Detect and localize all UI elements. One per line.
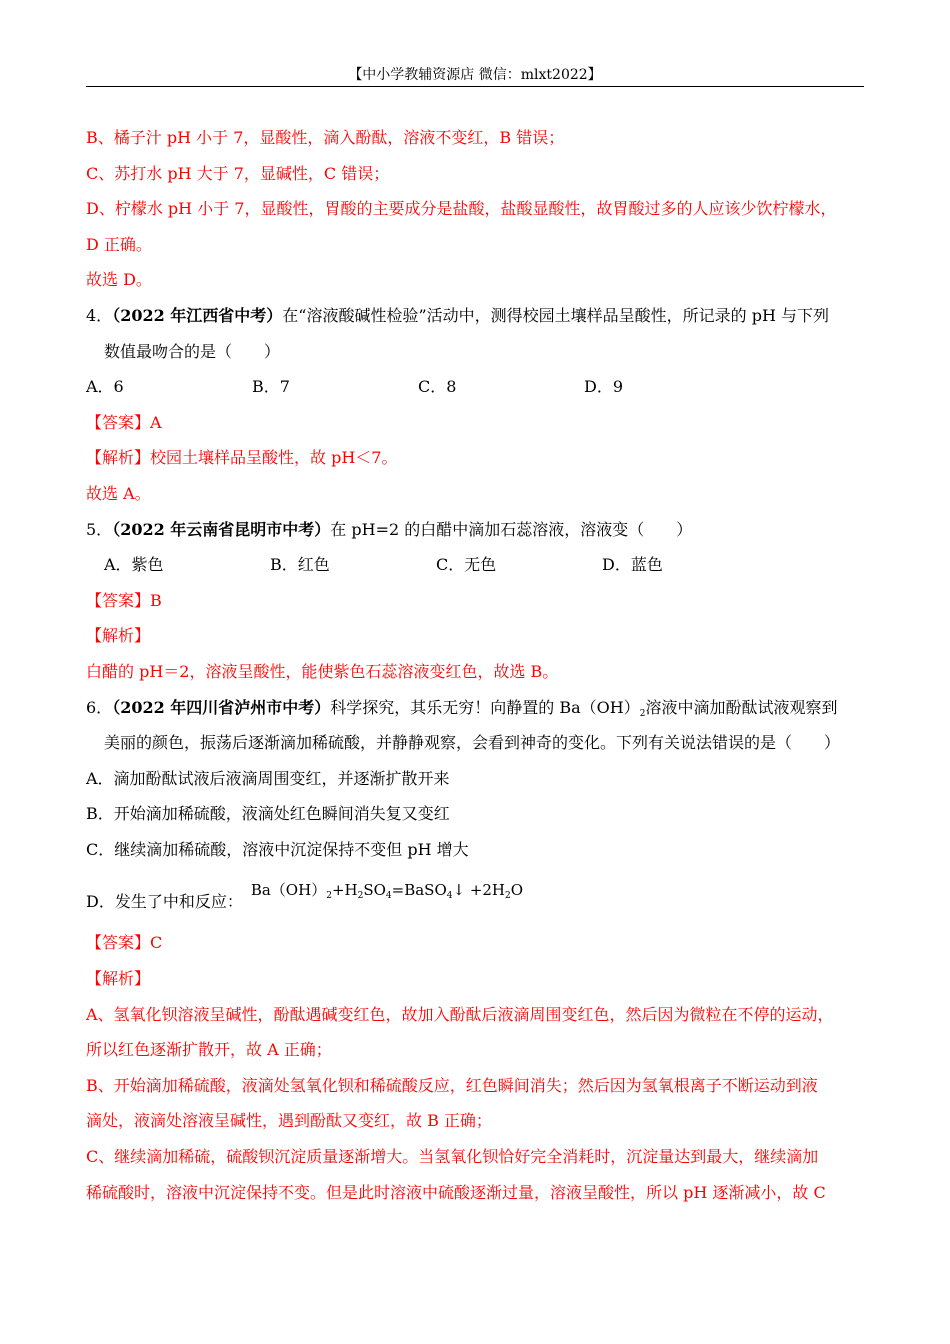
question-text: 在“溶液酸碱性检验”活动中，测得校园土壤样品呈酸性，所记录的 pH 与下列 bbox=[282, 305, 830, 325]
question-5-stem bbox=[86, 512, 864, 548]
analysis-conclusion: 故选 D。 bbox=[86, 270, 152, 290]
document-body bbox=[86, 120, 864, 1210]
analysis-a-line-1: A、氢氧化钡溶液呈碱性，酚酞遇碱变红色，故加入酚酞后液滴周围变红色，然后因为微粒在不停的运动， bbox=[86, 1004, 834, 1024]
subscript: 2 bbox=[639, 708, 646, 719]
question-source: （2022 年云南省昆明市中考） bbox=[112, 519, 331, 539]
analysis-line-d-cont: D 正确。 bbox=[86, 234, 152, 254]
eq-part: ↓ +2H bbox=[452, 881, 506, 900]
analysis-a-line-2: 所以红色逐渐扩散开，故 A 正确； bbox=[86, 1040, 332, 1060]
question-5-analysis-label: 【解析】 bbox=[86, 626, 151, 646]
option-c: C．无色 bbox=[436, 555, 497, 575]
analysis-line-d: D、柠檬水 pH 小于 7，显酸性，胃酸的主要成分是盐酸，盐酸显酸性，故胃酸过多的人应该少饮柠檬水， bbox=[86, 199, 837, 219]
question-6-option-a: A．滴加酚酞试液后液滴周围变红，并逐渐扩散开来 bbox=[86, 768, 450, 788]
question-text: 在 pH=2 的白醋中滴加石蕊溶液，溶液变（ ） bbox=[330, 519, 693, 539]
analysis-c-line-2: 稀硫酸时，溶液中沉淀保持不变。但是此时溶液中硫酸逐渐过量，溶液呈酸性，所以 pH 逐渐减小，故 C bbox=[86, 1182, 826, 1202]
analysis-b-line-1: B、开始滴加稀硫酸，液滴处氢氧化钡和稀硫酸反应，红色瞬间消失；然后因为氢氧根离子不断运动到液 bbox=[86, 1075, 818, 1095]
question-number: 6． bbox=[86, 697, 113, 717]
analysis-line-c: C、苏打水 pH 大于 7，显碱性，C 错误； bbox=[86, 163, 390, 183]
question-5-options bbox=[86, 547, 864, 583]
option-d-text: D．发生了中和反应： bbox=[86, 892, 243, 912]
option-b: B．7 bbox=[252, 377, 290, 397]
question-4-analysis bbox=[86, 440, 864, 476]
question-6-stem-cont: 美丽的颜色，振荡后逐渐滴加稀硫酸，并静静观察，会看到神奇的变化。下列有关说法错误的是（ ） bbox=[104, 733, 841, 753]
option-b: B．红色 bbox=[270, 555, 330, 575]
question-4-stem-cont: 数值最吻合的是（ ） bbox=[104, 341, 281, 361]
question-4-options bbox=[86, 369, 864, 405]
eq-sub: 2 bbox=[326, 891, 332, 902]
eq-sub: 2 bbox=[505, 891, 511, 902]
analysis-b-line-2: 滴处，液滴处溶液呈碱性，遇到酚酞又变红，故 B 正确； bbox=[86, 1111, 492, 1131]
eq-part: +H bbox=[331, 881, 358, 900]
eq-sub: 4 bbox=[446, 891, 453, 902]
analysis-label: 【解析】 bbox=[86, 448, 151, 468]
chemical-equation bbox=[250, 881, 524, 902]
option-d: D．9 bbox=[584, 377, 624, 397]
question-number: 4． bbox=[86, 305, 113, 325]
eq-sub: 2 bbox=[357, 891, 364, 902]
page-header: 【中小学教辅资源店 微信：mlxt2022】 bbox=[86, 64, 864, 87]
question-source: （2022 年江西省中考） bbox=[112, 305, 283, 325]
question-5-analysis: 白醋的 pH＝2，溶液呈酸性，能使紫色石蕊溶液变红色，故选 B。 bbox=[86, 661, 559, 681]
option-c: C．8 bbox=[418, 377, 457, 397]
question-source: （2022 年四川省泸州市中考） bbox=[112, 697, 331, 717]
option-a: A．紫色 bbox=[104, 555, 164, 575]
question-4-answer: 【答案】A bbox=[86, 412, 162, 432]
eq-part: =BaSO bbox=[391, 881, 447, 900]
option-a: A．6 bbox=[86, 377, 124, 397]
question-6-option-c: C．继续滴加稀硫酸，溶液中沉淀保持不变但 pH 增大 bbox=[86, 839, 469, 859]
question-4-conclusion: 故选 A。 bbox=[86, 483, 151, 503]
question-5-answer: 【答案】B bbox=[86, 590, 162, 610]
question-6-answer: 【答案】C bbox=[86, 933, 163, 953]
question-4-stem bbox=[86, 298, 864, 334]
question-text-tail: 溶液中滴加酚酞试液观察到 bbox=[645, 697, 838, 717]
question-6-analysis-label: 【解析】 bbox=[86, 969, 151, 989]
question-text: 科学探究，其乐无穷！向静置的 Ba（OH） bbox=[330, 697, 640, 717]
eq-sub: 4 bbox=[385, 891, 392, 902]
eq-part: O bbox=[510, 881, 524, 900]
analysis-text: 校园土壤样品呈酸性，故 pH＜7。 bbox=[150, 448, 398, 468]
question-6-option-b: B．开始滴加稀硫酸，液滴处红色瞬间消失复又变红 bbox=[86, 804, 450, 824]
option-d: D．蓝色 bbox=[602, 555, 663, 575]
question-number: 5． bbox=[86, 519, 113, 539]
question-6-option-d bbox=[86, 867, 864, 925]
analysis-c-line-1: C、继续滴加稀硫，硫酸钡沉淀质量逐渐增大。当氢氧化钡恰好完全消耗时，沉淀量达到最大，继续滴加 bbox=[86, 1147, 819, 1167]
eq-part: SO bbox=[363, 881, 386, 900]
question-6-stem bbox=[86, 690, 864, 726]
eq-part: Ba（OH） bbox=[250, 881, 327, 900]
analysis-line-b: B、橘子汁 pH 小于 7，显酸性，滴入酚酞，溶液不变红，B 错误； bbox=[86, 128, 565, 147]
